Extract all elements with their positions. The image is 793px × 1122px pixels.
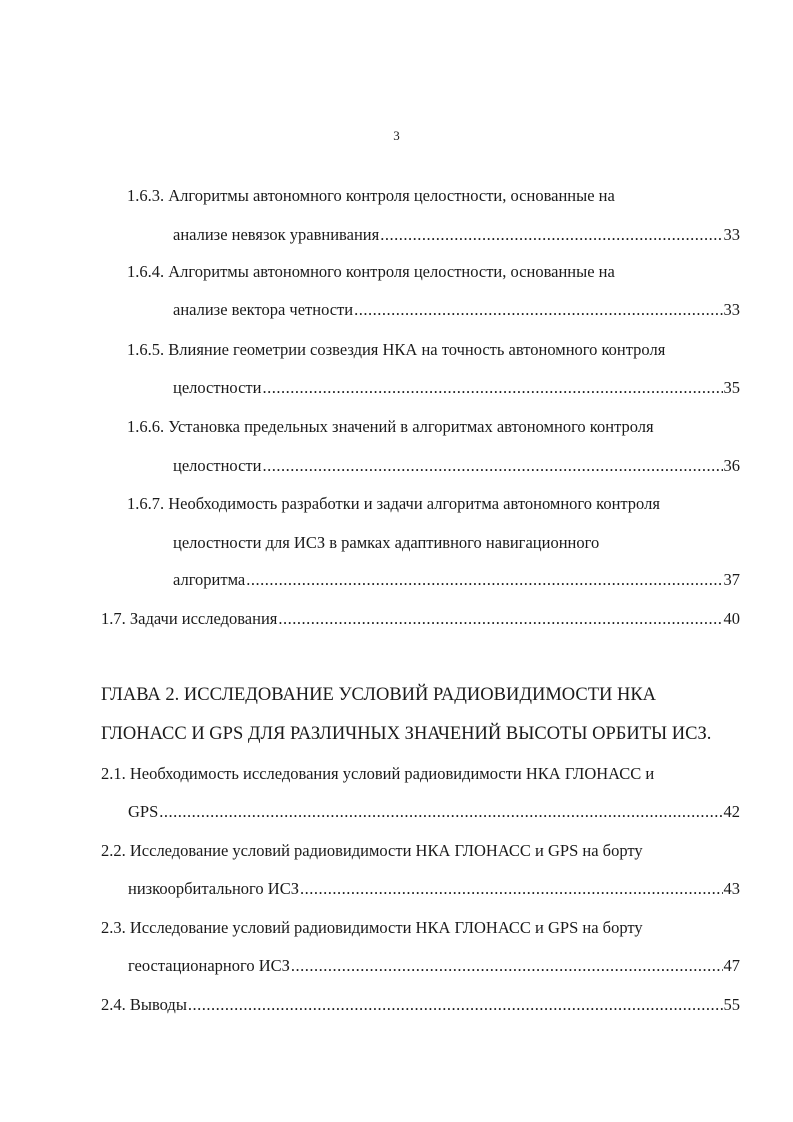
toc-entry-1-7 <box>101 609 740 629</box>
toc-page-number: 43 <box>723 879 740 898</box>
toc-entry-number: 1.6.7. <box>127 494 165 513</box>
toc-entry-text: GPS <box>128 802 159 821</box>
leader-dots <box>246 570 722 590</box>
toc-entry-text: Влияние геометрии созвездия НКА на точность автономного контроля <box>168 340 666 359</box>
leader-dots <box>291 956 723 976</box>
toc-entry-text: Необходимость разработки и задачи алгоритма автономного контроля <box>168 494 660 513</box>
toc-entry-text: низкоорбитального ИСЗ <box>128 879 299 898</box>
leader-dots <box>354 300 722 320</box>
toc-entry-2-3-title <box>101 918 643 938</box>
toc-entry-text: Необходимость исследования условий радиовидимости НКА ГЛОНАСС и <box>129 764 655 783</box>
toc-entry-number: 2.3. <box>101 918 126 937</box>
toc-entry-2-3-cont <box>128 956 740 976</box>
toc-page-number: 37 <box>723 570 740 589</box>
toc-entry-number: 1.6.6. <box>127 417 165 436</box>
toc-page-number: 33 <box>723 300 740 319</box>
toc-entry-1-6-4-cont <box>173 300 740 320</box>
toc-entry-number: 1.6.3. <box>127 186 165 205</box>
toc-entry-text: Алгоритмы автономного контроля целостности, основанные на <box>168 186 615 205</box>
toc-page-number: 47 <box>723 956 740 975</box>
page-number: 3 <box>393 128 400 143</box>
toc-entry-text: Исследование условий радиовидимости НКА ГЛОНАСС и GPS на борту <box>129 841 643 860</box>
toc-page-number: 35 <box>723 378 740 397</box>
chapter-heading-line2: ГЛОНАСС И GPS ДЛЯ РАЗЛИЧНЫХ ЗНАЧЕНИЙ ВЫСОТЫ ОРБИТЫ ИСЗ. <box>101 724 712 744</box>
toc-page-number: 40 <box>723 609 740 628</box>
toc-entry-1-6-4-title <box>127 262 615 282</box>
toc-entry-1-6-6-cont <box>173 456 740 476</box>
toc-entry-1-6-6-title <box>127 417 654 437</box>
toc-entry-number: 1.6.5. <box>127 340 165 359</box>
toc-entry-2-4 <box>101 995 740 1015</box>
toc-page-number: 42 <box>723 802 740 821</box>
toc-entry-text: Алгоритмы автономного контроля целостности, основанные на <box>168 262 615 281</box>
toc-entry-number: 2.2. <box>101 841 126 860</box>
leader-dots <box>380 225 722 245</box>
toc-entry-text: целостности <box>173 378 262 397</box>
toc-entry-1-6-7-cont2 <box>173 570 740 590</box>
toc-entry-text: анализе вектора четности <box>173 300 354 319</box>
leader-dots <box>262 456 722 476</box>
toc-entry-2-1-title <box>101 764 654 784</box>
leader-dots <box>159 802 722 822</box>
toc-entry-number: 1.6.4. <box>127 262 165 281</box>
toc-entry-text: целостности для ИСЗ в рамках адаптивного навигационного <box>173 533 600 552</box>
toc-entry-1-6-5-cont <box>173 378 740 398</box>
toc-entry-text: Установка предельных значений в алгоритмах автономного контроля <box>168 417 654 436</box>
leader-dots <box>278 609 722 629</box>
toc-entry-text: 2.4. Выводы <box>101 995 187 1014</box>
toc-entry-2-2-title <box>101 841 643 861</box>
leader-dots <box>188 995 723 1015</box>
leader-dots <box>300 879 723 899</box>
toc-entry-1-6-5-title <box>127 340 665 360</box>
leader-dots <box>262 378 722 398</box>
toc-entry-1-6-7-cont1 <box>173 533 599 553</box>
toc-entry-text: алгоритма <box>173 570 246 589</box>
toc-page-number: 36 <box>723 456 740 475</box>
toc-page-number: 55 <box>723 995 740 1014</box>
toc-entry-number: 2.1. <box>101 764 126 783</box>
toc-page-number: 33 <box>723 225 740 244</box>
toc-entry-text: анализе невязок уравнивания <box>173 225 380 244</box>
toc-entry-text: 1.7. Задачи исследования <box>101 609 278 628</box>
toc-entry-1-6-3-title <box>127 186 615 206</box>
toc-entry-1-6-7-title <box>127 494 660 514</box>
chapter-heading-line1: ГЛАВА 2. ИССЛЕДОВАНИЕ УСЛОВИЙ РАДИОВИДИМОСТИ НКА <box>101 685 657 705</box>
toc-entry-1-6-3-cont <box>173 225 740 245</box>
toc-entry-2-1-cont <box>128 802 740 822</box>
toc-entry-text: целостности <box>173 456 262 475</box>
toc-entry-2-2-cont <box>128 879 740 899</box>
toc-entry-text: Исследование условий радиовидимости НКА ГЛОНАСС и GPS на борту <box>129 918 643 937</box>
toc-entry-text: геостационарного ИСЗ <box>128 956 290 975</box>
